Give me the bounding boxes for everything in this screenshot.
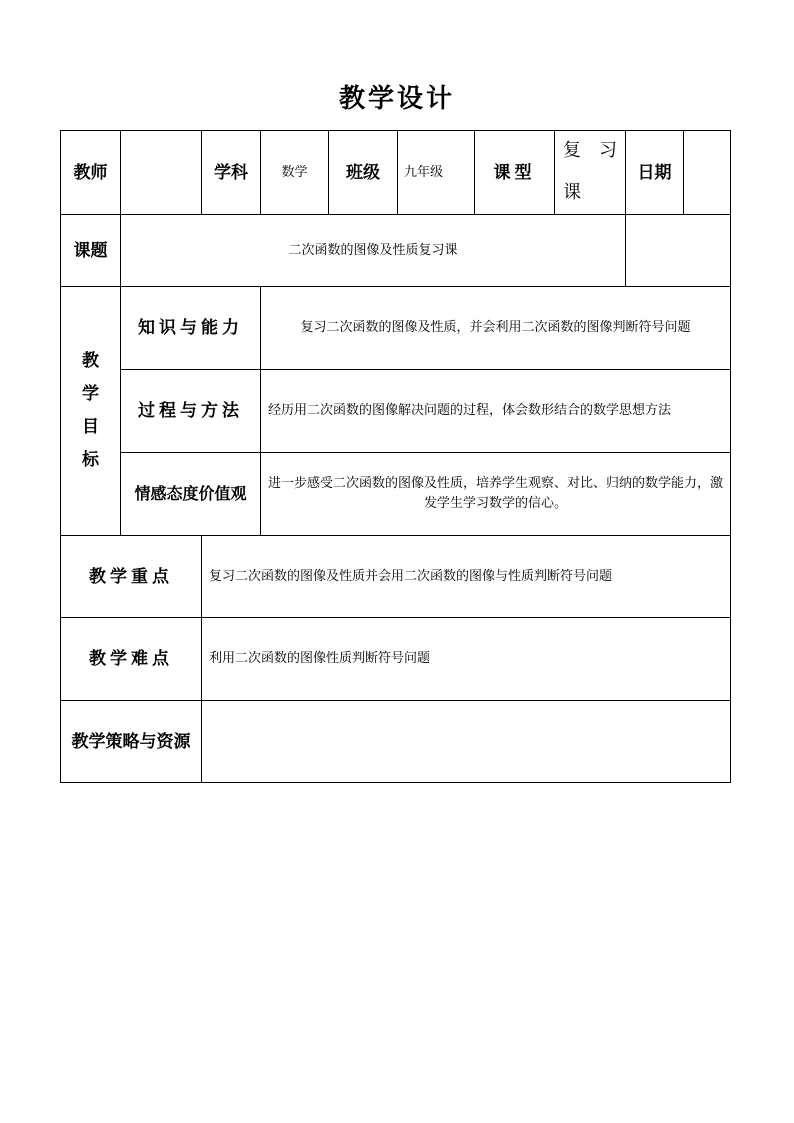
lesson-type-value[interactable] xyxy=(554,130,626,215)
objective-process-label: 过程与方法 xyxy=(120,369,261,453)
topic-value[interactable]: 二次函数的图像及性质复习课 xyxy=(120,214,626,287)
lesson-type-label: 课型 xyxy=(474,130,555,215)
document-title: 教学设计 xyxy=(338,84,455,114)
lesson-type-char-1: 复 xyxy=(563,140,581,161)
objective-process-value[interactable]: 经历用二次函数的图像解决问题的过程，体会数形结合的数学思想方法 xyxy=(260,369,731,453)
difficulty-label: 教学难点 xyxy=(60,617,202,701)
strategy-value[interactable] xyxy=(201,700,731,783)
topic-label: 课题 xyxy=(60,214,121,287)
objective-knowledge-value[interactable]: 复习二次函数的图像及性质，并会利用二次函数的图像判断符号问题 xyxy=(260,286,731,370)
strategy-label: 教学策略与资源 xyxy=(60,700,202,783)
date-label: 日期 xyxy=(625,130,684,215)
class-label: 班级 xyxy=(328,130,398,215)
objective-attitude-label: 情感态度价值观 xyxy=(120,452,261,536)
objective-attitude-value[interactable]: 进一步感受二次函数的图像及性质，培养学生观察、对比、归纳的数学能力，激发学生学习数学的信心。 xyxy=(260,452,731,536)
key-point-label: 教学重点 xyxy=(60,535,202,618)
topic-extra-cell[interactable] xyxy=(625,214,731,287)
date-value[interactable] xyxy=(683,130,731,215)
key-point-value[interactable]: 复习二次函数的图像及性质并会用二次函数的图像与性质判断符号问题 xyxy=(201,535,731,618)
objectives-label-char-3: 目 xyxy=(82,417,99,437)
objectives-label-char-1: 教 xyxy=(82,351,99,371)
objectives-label-char-4: 标 xyxy=(82,450,99,470)
teacher-value[interactable] xyxy=(120,130,202,215)
objectives-label xyxy=(60,286,121,536)
subject-label: 学科 xyxy=(201,130,261,215)
lesson-type-char-3: 课 xyxy=(563,182,581,203)
difficulty-value[interactable]: 利用二次函数的图像性质判断符号问题 xyxy=(201,617,731,701)
objectives-label-char-2: 学 xyxy=(82,384,99,404)
class-value[interactable]: 九年级 xyxy=(397,130,475,215)
objective-knowledge-label: 知识与能力 xyxy=(120,286,261,370)
teacher-label: 教师 xyxy=(60,130,121,215)
lesson-type-char-2: 习 xyxy=(599,140,617,161)
subject-value[interactable]: 数学 xyxy=(260,130,329,215)
